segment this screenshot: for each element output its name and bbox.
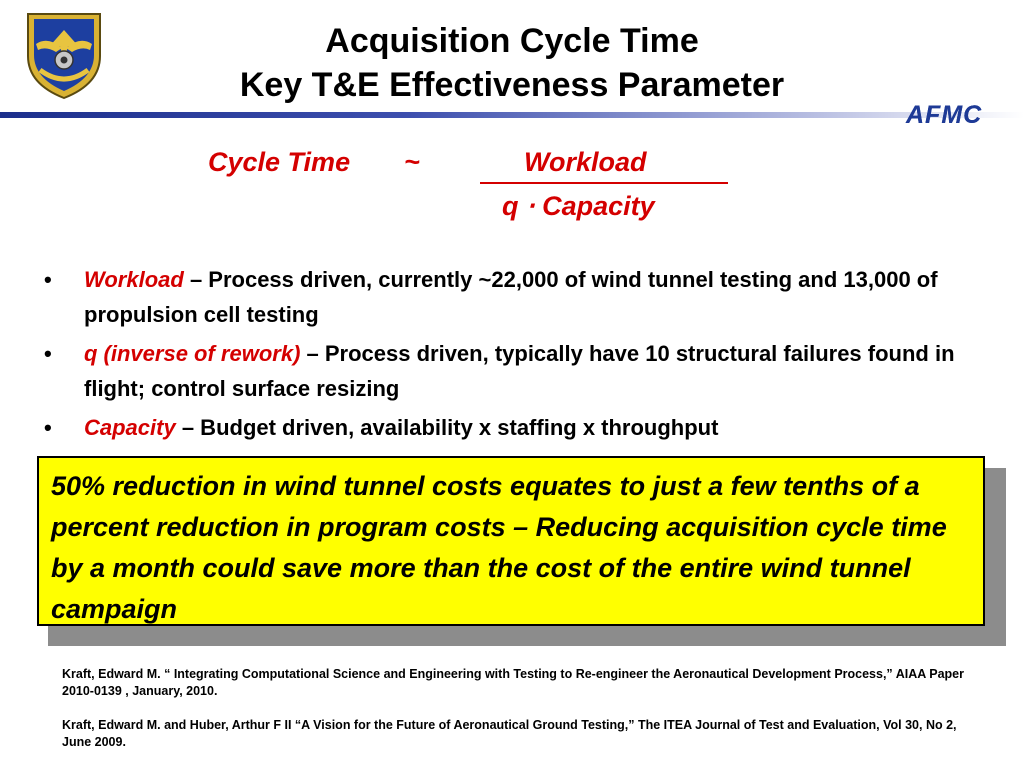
bullet-text: – Budget driven, availability x staffing x throughput — [175, 415, 719, 440]
reference-item: Kraft, Edward M. “ Integrating Computational Science and Engineering with Testing to Re-engineer the Aeronautical Development Process,” AIAA Paper 2010-0139 , January, 2010. — [62, 667, 964, 698]
bullet-text: – Process driven, typically have 10 structural failures found in flight; control surface resizing — [84, 341, 955, 401]
bullet-marker: • — [44, 341, 52, 366]
formula-relation: ~ — [404, 147, 420, 177]
afmc-shield-emblem-icon — [18, 8, 110, 100]
formula-denominator: q ⋅ Capacity — [502, 191, 655, 221]
references — [62, 666, 972, 768]
reference-item: Kraft, Edward M. and Huber, Arthur F II “A Vision for the Future of Aeronautical Ground Testing,” The ITEA Journal of Test and Evaluation, Vol 30, No 2, June 2009. — [62, 718, 957, 749]
bullet-item-q — [44, 336, 984, 406]
bullet-item-capacity — [44, 410, 984, 445]
bullet-text: – Process driven, currently ~22,000 of wind tunnel testing and 13,000 of propulsion cell testing — [84, 267, 938, 327]
bullet-term: Capacity — [84, 415, 176, 440]
bullet-term: q (inverse of rework) — [84, 341, 301, 366]
bullet-item-workload — [44, 262, 984, 332]
bullet-marker: • — [44, 267, 52, 292]
afmc-brand-logo: AFMC — [906, 101, 983, 129]
formula-lhs: Cycle Time — [208, 147, 351, 177]
bullet-list — [44, 262, 984, 449]
bullet-term: Workload — [84, 267, 184, 292]
formula-fraction-bar — [480, 182, 728, 184]
callout-box: 50% reduction in wind tunnel costs equates to just a few tenths of a percent reduction in program costs – Reducing acquisition cycle time by a month could save more than the cost of the entire wind tunnel campaign — [37, 456, 985, 626]
bullet-marker: • — [44, 415, 52, 440]
slide-title-line2: Key T&E Effectiveness Parameter — [239, 66, 785, 104]
formula-numerator: Workload — [524, 147, 647, 177]
slide-title-line1: Acquisition Cycle Time — [325, 22, 699, 60]
header-rule — [0, 112, 1024, 118]
